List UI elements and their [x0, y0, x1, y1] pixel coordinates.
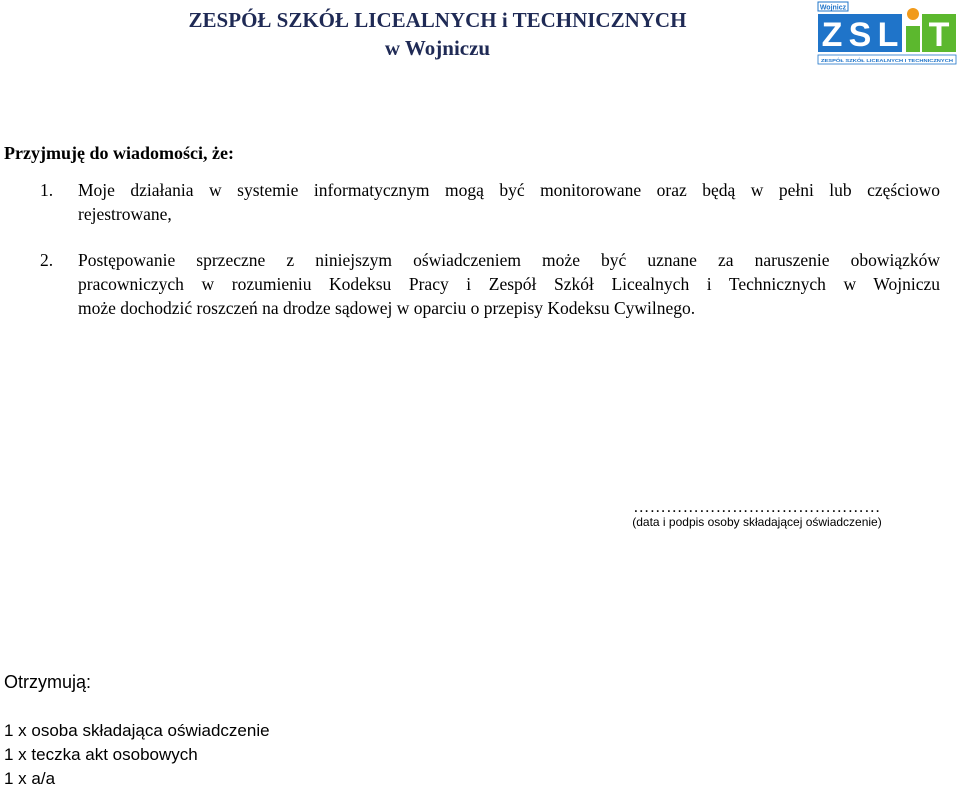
item-number: 2. — [40, 250, 54, 270]
svg-text:T: T — [928, 16, 950, 54]
signature-caption: (data i podpis osoby składającej oświadczenie) — [632, 515, 882, 529]
logo-block-i — [906, 26, 920, 52]
title-line-2: w Wojniczu — [384, 36, 491, 60]
svg-text:S: S — [848, 16, 872, 54]
item-line: Postępowanie sprzeczne z niniejszym oświadczeniem może być uznane za naruszenie obowiązków — [78, 250, 940, 270]
item-text — [78, 248, 940, 320]
item-line: rejestrowane, — [78, 204, 172, 224]
recipient-item: 1 x a/a — [4, 769, 56, 788]
logo-top-text: Wojnicz — [819, 4, 847, 12]
recipient-item: 1 x osoba składająca oświadczenie — [4, 721, 270, 740]
recipients-list — [4, 719, 270, 791]
svg-text:Z: Z — [821, 16, 843, 54]
item-text — [78, 178, 940, 226]
signature-line: ……………………………………… — [633, 499, 881, 516]
recipients-heading: Otrzymują: — [4, 672, 92, 692]
recipient-item: 1 x teczka akt osobowych — [4, 745, 198, 764]
intro-heading: Przyjmuję do wiadomości, że: — [4, 143, 234, 163]
logo-bottom-text: ZESPÓŁ SZKÓŁ LICEALNYCH I TECHNICZNYCH — [821, 58, 928, 63]
item-line: pracowniczych w rozumieniu Kodeksu Pracy i Zespół Szkół Licealnych i Technicznych w Wojniczu — [78, 274, 940, 294]
list-item — [40, 248, 940, 320]
logo-i-dot — [907, 8, 919, 20]
item-line: Moje działania w systemie informatycznym mogą być monitorowane oraz będą w pełni lub częściowo — [78, 180, 940, 200]
item-number: 1. — [40, 180, 54, 200]
school-logo — [812, 0, 960, 70]
list-item — [40, 178, 940, 226]
title-line-1: ZESPÓŁ SZKÓŁ LICEALNYCH i TECHNICZNYCH — [188, 8, 687, 32]
svg-text:L: L — [877, 16, 899, 54]
item-line: może dochodzić roszczeń na drodze sądowej w oparciu o przepisy Kodeksu Cywilnego. — [78, 298, 696, 318]
page-title — [150, 6, 725, 62]
